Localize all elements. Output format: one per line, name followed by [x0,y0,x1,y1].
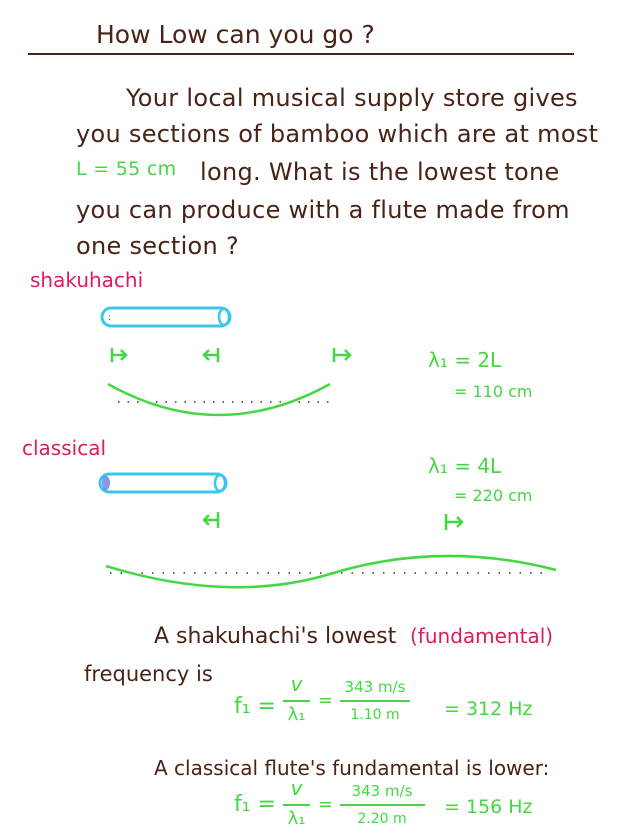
svg-text::: : [108,313,112,323]
equals-sign: = [318,690,334,711]
wavelength-meters: 1.10 m [350,707,400,723]
shakuhachi-label: shakuhachi [30,268,144,292]
conclusion-1-lead: A shakuhachi's lowest [154,624,397,649]
lambda-symbol: λ₁ [287,704,306,725]
f1-label-2: f₁ = [234,792,276,817]
classical-wavelength-value: = 220 cm [454,486,533,505]
classical-wavelength: λ₁ = 4L [428,454,502,478]
problem-line-3: long. What is the lowest tone [200,158,560,186]
fundamental-term: (fundamental) [410,624,554,648]
speed-of-sound: 343 m/s [344,678,406,696]
classical-label: classical [22,436,107,460]
classical-tube [100,474,226,492]
problem-line-5: one section ? [76,232,239,260]
conclusion-1-line2: frequency is [84,662,213,686]
page-title: How Low can you go ? [96,20,375,49]
shakuhachi-antinode-markers [112,348,350,362]
wavelength-meters: 2.20 m [357,811,407,827]
shakuhachi-standing-wave [108,384,336,415]
classical-standing-wave [106,556,556,587]
f1-label-1: f₁ = [234,694,276,719]
frequency-result-1: = 312 Hz [444,698,533,720]
problem-line-1: Your local musical supply store gives [126,84,578,112]
conclusion-2-line: A classical flute's fundamental is lower: [154,756,550,780]
lambda-symbol: λ₁ [287,808,306,829]
velocity-symbol: v [290,672,303,696]
velocity-symbol: v [290,776,303,800]
shakuhachi-wavelength: λ₁ = 2L [428,348,502,372]
frequency-result-2: = 156 Hz [444,796,533,818]
shakuhachi-wavelength-value: = 110 cm [454,382,533,401]
speed-of-sound: 343 m/s [351,782,413,800]
problem-line-2: you sections of bamboo which are at most [76,120,599,148]
equals-sign: = [318,794,334,815]
classical-antinode-markers [204,512,462,530]
problem-line-4: you can produce with a flute made from [76,196,570,224]
shakuhachi-tube [102,308,230,326]
length-value: L = 55 cm [76,158,177,180]
